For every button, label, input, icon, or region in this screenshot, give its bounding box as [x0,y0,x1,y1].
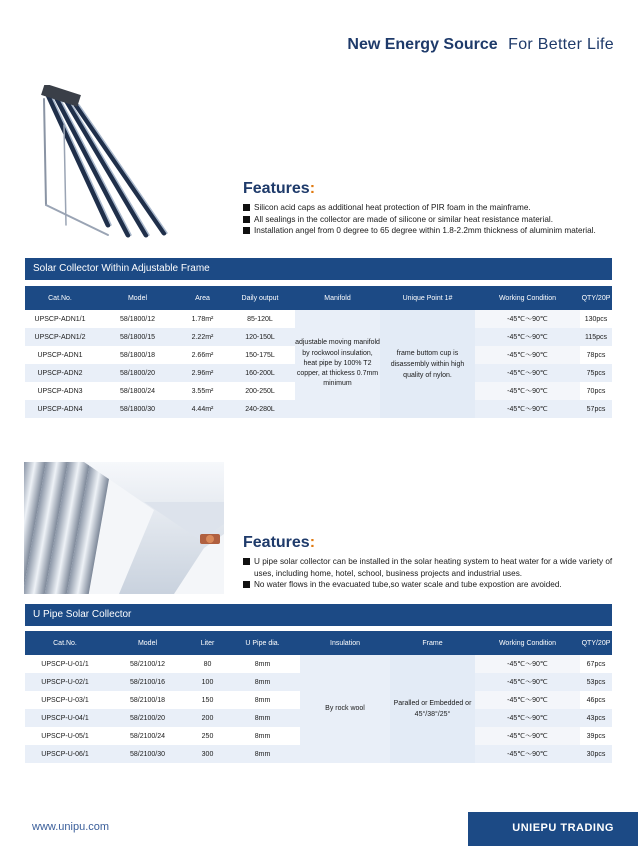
condition-cell: -45℃～90℃ [475,691,580,709]
model-cell: 58/2100/20 [105,709,190,727]
area-cell: 1.78m² [180,310,225,328]
cat-cell: UPSCP-U-05/1 [25,727,105,745]
column-header: Working Condition [475,286,580,310]
section-title: Solar Collector Within Adjustable Frame [25,258,612,280]
condition-cell: -45℃～90℃ [475,346,580,364]
adjustable-frame-collector-image [36,85,171,245]
model-cell: 58/2100/16 [105,673,190,691]
header-title: New Energy Source [347,36,498,53]
condition-cell: -45℃～90℃ [475,364,580,382]
liter-cell: 150 [190,691,225,709]
qty-cell: 70pcs [580,382,612,400]
qty-cell: 30pcs [580,745,612,763]
model-cell: 58/2100/18 [105,691,190,709]
qty-cell: 130pcs [580,310,612,328]
feature-item: U pipe solar collector can be installed in the solar heating system to heat water for a wide variety of uses, including home, hotel, school, business projects and industrial uses. [243,556,628,579]
qty-cell: 67pcs [580,655,612,673]
area-cell: 3.55m² [180,382,225,400]
qty-cell: 78pcs [580,346,612,364]
column-header: Model [105,631,190,655]
cat-cell: UPSCP-U-04/1 [25,709,105,727]
cat-cell: UPSCP-ADN1 [25,346,95,364]
output-cell: 85-120L [225,310,295,328]
condition-cell: -45℃～90℃ [475,310,580,328]
feature-item: Silicon acid caps as additional heat protection of PIR foam in the mainframe. [243,202,596,214]
column-header: Area [180,286,225,310]
manifold-cell: adjustable moving manifold by rockwool insulation, heat pipe by 100% T2 copper, at thickess 0.7mm minimum [295,310,380,418]
adjustable-frame-section [25,258,612,418]
cat-cell: UPSCP-ADN4 [25,400,95,418]
features-heading: Features: [243,180,316,197]
table-row [25,310,612,328]
condition-cell: -45℃～90℃ [475,655,580,673]
spec-table [25,631,612,763]
cat-cell: UPSCP-ADN1/1 [25,310,95,328]
output-cell: 200-250L [225,382,295,400]
column-header: Manifold [295,286,380,310]
output-cell: 160-200L [225,364,295,382]
output-cell: 240-280L [225,400,295,418]
features-block-1 [243,180,596,237]
condition-cell: -45℃～90℃ [475,382,580,400]
dia-cell: 8mm [225,727,300,745]
column-header: QTY/20P [580,631,612,655]
unique-point-cell: frame buttom cup is disassembly within high quality of nylon. [380,310,475,418]
condition-cell: -45℃～90℃ [475,709,580,727]
liter-cell: 200 [190,709,225,727]
output-cell: 150-175L [225,346,295,364]
features-heading: Features: [243,534,316,551]
qty-cell: 43pcs [580,709,612,727]
qty-cell: 39pcs [580,727,612,745]
condition-cell: -45℃～90℃ [475,673,580,691]
area-cell: 2.66m² [180,346,225,364]
features-block-2 [243,534,628,591]
u-pipe-section [25,604,612,763]
qty-cell: 75pcs [580,364,612,382]
bullet-square-icon [243,204,250,211]
model-cell: 58/2100/24 [105,727,190,745]
model-cell: 58/1800/15 [95,328,180,346]
condition-cell: -45℃～90℃ [475,745,580,763]
cat-cell: UPSCP-ADN3 [25,382,95,400]
qty-cell: 115pcs [580,328,612,346]
table-row [25,655,612,673]
cat-cell: UPSCP-U-03/1 [25,691,105,709]
spec-table [25,286,612,418]
column-header: Cat.No. [25,286,95,310]
insulation-cell: By rock wool [300,655,390,763]
area-cell: 2.22m² [180,328,225,346]
model-cell: 58/1800/24 [95,382,180,400]
column-header: Working Condition [475,631,580,655]
page-header [347,36,614,54]
brand-name: UNIEPU TRADING [512,822,614,834]
dia-cell: 8mm [225,745,300,763]
table-header-row [25,631,612,655]
u-pipe-collector-image [24,462,224,594]
column-header: Model [95,286,180,310]
model-cell: 58/1800/20 [95,364,180,382]
model-cell: 58/1800/18 [95,346,180,364]
bullet-square-icon [243,216,250,223]
condition-cell: -45℃～90℃ [475,328,580,346]
area-cell: 2.96m² [180,364,225,382]
feature-item: Installation angel from 0 degree to 65 degree within 1.8-2.2mm thickness of aluminim material. [243,225,596,237]
column-header: Frame [390,631,475,655]
output-cell: 120-150L [225,328,295,346]
column-header: QTY/20P [580,286,612,310]
section-title: U Pipe Solar Collector [25,604,612,626]
liter-cell: 100 [190,673,225,691]
qty-cell: 46pcs [580,691,612,709]
cat-cell: UPSCP-U-01/1 [25,655,105,673]
column-header: Liter [190,631,225,655]
qty-cell: 57pcs [580,400,612,418]
column-header: Unique Point 1# [380,286,475,310]
model-cell: 58/1800/30 [95,400,180,418]
bullet-square-icon [243,558,250,565]
cat-cell: UPSCP-ADN2 [25,364,95,382]
qty-cell: 53pcs [580,673,612,691]
column-header: Insulation [300,631,390,655]
brand-banner [468,812,638,846]
website-link[interactable]: www.unipu.com [32,821,110,833]
dia-cell: 8mm [225,673,300,691]
column-header: Cat.No. [25,631,105,655]
liter-cell: 250 [190,727,225,745]
bullet-square-icon [243,227,250,234]
area-cell: 4.44m² [180,400,225,418]
dia-cell: 8mm [225,691,300,709]
model-cell: 58/1800/12 [95,310,180,328]
condition-cell: -45℃～90℃ [475,727,580,745]
table-header-row [25,286,612,310]
feature-item: No water flows in the evacuated tube,so water scale and tube expostion are avoided. [243,579,628,591]
feature-item: All sealings in the collector are made of silicone or similar heat resistance material. [243,214,596,226]
liter-cell: 80 [190,655,225,673]
dia-cell: 8mm [225,655,300,673]
column-header: U Pipe dia. [225,631,300,655]
liter-cell: 300 [190,745,225,763]
cat-cell: UPSCP-U-02/1 [25,673,105,691]
cat-cell: UPSCP-ADN1/2 [25,328,95,346]
cat-cell: UPSCP-U-06/1 [25,745,105,763]
page-footer [0,812,638,846]
frame-cell: Paralled or Embedded or 45°/38°/25° [390,655,475,763]
dia-cell: 8mm [225,709,300,727]
features-list [243,556,628,591]
model-cell: 58/2100/12 [105,655,190,673]
bullet-square-icon [243,581,250,588]
model-cell: 58/2100/30 [105,745,190,763]
header-tagline: For Better Life [508,36,614,53]
condition-cell: -45℃～90℃ [475,400,580,418]
features-list [243,202,596,237]
column-header: Daily output [225,286,295,310]
